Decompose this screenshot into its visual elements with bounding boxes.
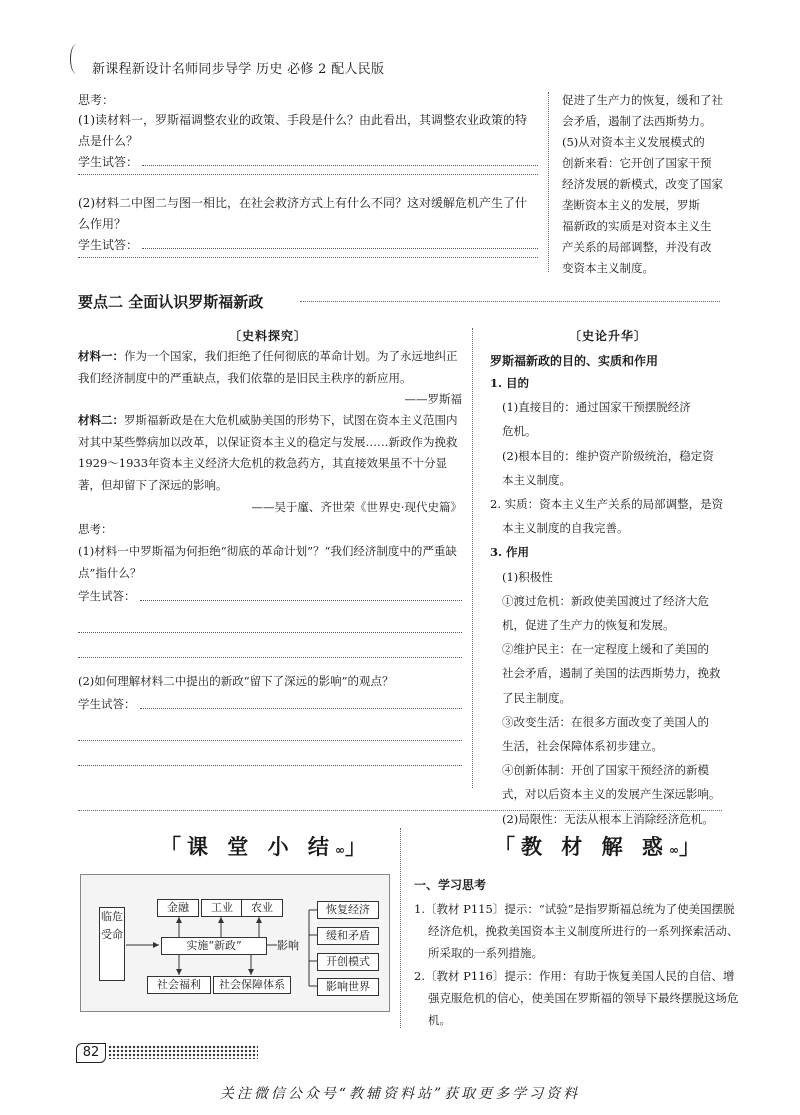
answer-line[interactable] [78, 256, 538, 258]
study-think-subhead: 一、学习思考 [414, 878, 487, 892]
text-line: 垄断资本主义的发展，罗斯 [562, 198, 700, 212]
theory-item: 3. 作用 [490, 545, 530, 560]
column-divider [400, 828, 401, 1028]
theory-item: ③改变生活：在很多方面改变了美国人的 [502, 714, 709, 729]
answer-row-1 [78, 152, 538, 173]
answer-line[interactable] [140, 584, 463, 601]
tag-historical-theory: 〔史论升华〕 [568, 329, 647, 343]
theory-item: 式，对以后资本主义的发展产生深远影响。 [502, 787, 721, 802]
section-heading: 要点二 全面认识罗斯福新政 [78, 293, 264, 311]
material-source: ——吴于廑、齐世荣《世界史·现代史篇》 [251, 500, 462, 514]
answer-label: 学生试答： [78, 589, 136, 603]
section-separator [78, 810, 722, 811]
theory-item: (2)局限性：无法从根本上消除经济危机。 [502, 811, 714, 826]
answer-row-2 [78, 235, 538, 256]
theory-item: 本主义制度。 [502, 472, 571, 487]
page-number-decoration [108, 1045, 258, 1059]
left-column [78, 346, 462, 766]
industry-box: 工业 [201, 899, 243, 917]
section-divider [300, 301, 720, 302]
theory-item: ②维护民主：在一定程度上缓和了美国的 [502, 642, 709, 657]
text-line: 会矛盾，遏制了法西斯势力。 [562, 114, 712, 128]
effect-box: 影响世界 [317, 978, 379, 996]
top-right-continuation [562, 90, 742, 279]
text-line: 产关系的局部调整，并没有改 [562, 240, 712, 254]
social-welfare-box: 社会福利 [147, 976, 211, 994]
theory-item: 2. 实质：资本主义生产关系的局部调整，是资 [490, 497, 724, 512]
answer-line[interactable] [78, 716, 462, 741]
tag-source-inquiry: 〔史料探究〕 [228, 329, 307, 343]
effect-box: 缓和矛盾 [317, 927, 379, 945]
summary-title: 「课 堂 小 结∞」 [160, 835, 372, 859]
theory-list [490, 371, 730, 831]
theory-item: ④创新体制：开创了国家干预经济的新模 [502, 763, 709, 778]
text-line: 促进了生产力的恢复，缓和了社 [562, 93, 723, 107]
theory-item: 危机。 [502, 424, 537, 439]
book-header-title: 新课程新设计名师同步导学 历史 必修 2 配人民版 [92, 62, 385, 77]
question-1: (1)材料一中罗斯福为何拒绝“彻底的革命计划”？“我们经济制度中的严重缺点”指什么？ [78, 544, 457, 580]
theory-item: 机，促进了生产力的恢复和发展。 [502, 618, 675, 633]
question-1: (1)读材料一，罗斯福调整农业的政策、手段是什么？由此看出，其调整农业政策的特点是什么？ [78, 113, 528, 148]
footer-promo: 关注微信公众号“教辅资料站”获取更多学习资料 [219, 1086, 581, 1102]
theory-item: 社会矛盾，遏制了美国的法西斯势力，挽救 [502, 666, 721, 681]
answer-row-1 [78, 584, 462, 608]
top-questions [78, 91, 538, 258]
answer-label: 学生试答： [78, 155, 139, 169]
material-2 [78, 410, 462, 496]
answer-label: 学生试答： [78, 238, 139, 252]
implement-new-deal-box: 实施“新政” [161, 937, 267, 955]
text-line: (5)从对资本主义发展模式的 [562, 135, 705, 149]
theory-heading: 罗斯福新政的目的、实质和作用 [490, 354, 659, 368]
column-divider [472, 328, 473, 788]
answer-line[interactable] [140, 692, 463, 709]
finance-box: 金融 [157, 899, 199, 917]
theory-item: 本主义制度的自我完善。 [502, 521, 629, 536]
textbook-title-text: 教 材 解 惑 [521, 835, 669, 859]
page-number: 82 [76, 1043, 106, 1063]
agriculture-box: 农业 [241, 899, 283, 917]
question-2: (2)如何理解材料二中提出的新政“留下了深远的影响”的观点？ [78, 674, 394, 688]
answer-label: 学生试答： [78, 697, 136, 711]
think-label: 思考： [78, 522, 113, 536]
material-1 [78, 346, 462, 389]
answer-line[interactable] [142, 152, 538, 166]
influence-label: 影响 [277, 939, 299, 952]
header-bracket-decoration [70, 44, 83, 74]
textbook-title: 「教 材 解 惑∞」 [494, 835, 706, 859]
effect-box: 恢复经济 [317, 901, 379, 919]
answer-line[interactable] [78, 633, 462, 658]
text-line: 创新来看：它开创了国家干预 [562, 156, 712, 170]
theory-item: 生活，社会保障体系初步建立。 [502, 739, 663, 754]
question-2: (2)材料二中图二与图一相比，在社会救济方式上有什么不同？这对缓解危机产生了什么作用？ [78, 196, 528, 231]
material-label: 材料二： [78, 413, 124, 427]
social-security-box: 社会保障体系 [213, 976, 291, 994]
column-divider [548, 92, 549, 272]
material-label: 材料一： [78, 349, 124, 363]
summary-diagram [80, 874, 390, 1012]
material-source: ——罗斯福 [404, 392, 462, 406]
theory-item: 1. 目的 [490, 376, 530, 390]
answer-line[interactable] [78, 741, 462, 766]
theory-item: (1)直接目的：通过国家干预摆脱经济 [502, 400, 691, 415]
text-line: 经济发展的新模式，改变了国家 [562, 177, 723, 191]
summary-title-text: 课 堂 小 结 [187, 835, 335, 859]
text-line: 变资本主义制度。 [562, 261, 654, 275]
theory-item: (1)积极性 [502, 569, 553, 584]
crisis-box: 临危受命 [99, 907, 125, 981]
theory-item: ①渡过危机：新政使美国渡过了经济大危 [502, 593, 709, 608]
theory-item: 了民主制度。 [502, 690, 571, 705]
answer-line[interactable] [142, 235, 538, 249]
answer-row-2 [78, 692, 462, 716]
effect-box: 开创模式 [317, 953, 379, 971]
material-text: 作为一个国家，我们拒绝了任何彻底的革命计划。为了永远地纠正我们经济制度中的严重缺点，我们依靠的是旧民主秩序的新应用。 [78, 349, 458, 385]
textbook-point-2: 2.〔教材 P116〕提示：作用：有助于恢复美国人民的自信、增强克服危机的信心，使美国在罗斯福的领导下最终摆脱这场危机。 [414, 969, 739, 1027]
textbook-point-1: 1.〔教材 P115〕提示：“试验”是指罗斯福总统为了使美国摆脱经济危机，挽救美国资本主义制度所进行的一系列探索活动、所采取的一系列措施。 [414, 902, 739, 960]
answer-line[interactable] [78, 608, 462, 633]
theory-item: (2)根本目的：维护资产阶级统治，稳定资 [502, 448, 714, 463]
think-label: 思考： [78, 93, 115, 107]
material-text: 罗斯福新政是在大危机威胁美国的形势下，试图在资本主义范围内对其中某些弊病加以改革，以保证资本主义的稳定与发展……新政作为挽救1929～1933年资本主义经济大危机的救急药方，其直接效果虽不十分显著，但却留下了深远的影响。 [78, 413, 458, 492]
text-line: 福新政的实质是对资本主义生 [562, 219, 712, 233]
